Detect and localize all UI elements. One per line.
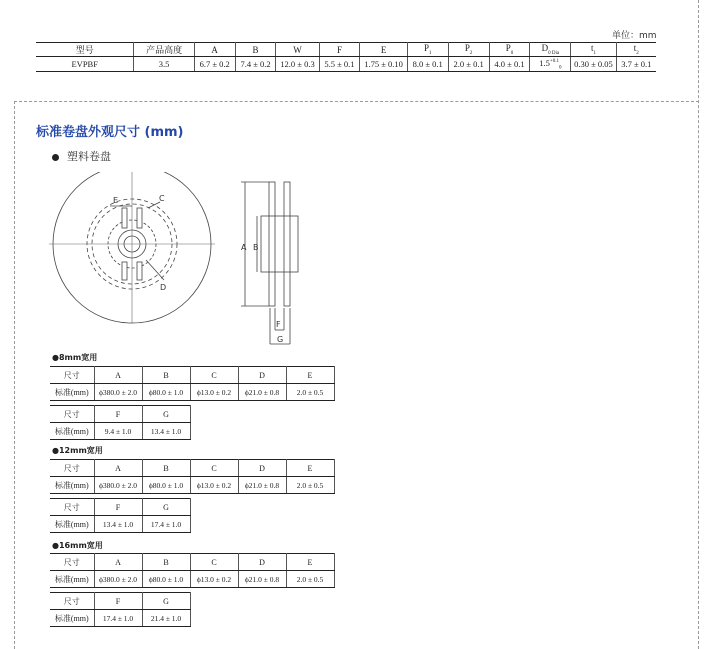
value-g: 21.4 ± 1.0 xyxy=(142,610,190,627)
table-header-row xyxy=(50,406,190,423)
spec-header-f: F xyxy=(319,43,360,57)
label-b: B xyxy=(253,243,259,252)
reel-side-view xyxy=(241,182,298,344)
value-e: 2.0 ± 0.5 xyxy=(286,477,334,494)
spec-header-p1: $P_1$ xyxy=(407,43,448,57)
unit-label: 单位：mm xyxy=(612,31,657,41)
spec-cell-e: 1.75 ± 0.10 xyxy=(360,57,407,72)
header-g: G xyxy=(142,499,190,516)
value-c: ϕ13.0 ± 0.2 xyxy=(190,477,238,494)
section-heading: 标准卷盘外观尺寸 (mm) xyxy=(36,125,184,140)
group-8mm-title: ●8mm宽用 xyxy=(52,353,98,362)
table-row xyxy=(50,571,334,588)
table-row xyxy=(50,477,334,494)
header-a: A xyxy=(94,460,142,477)
value-f: 13.4 ± 1.0 xyxy=(94,516,142,533)
row-label: 标准(mm) xyxy=(50,516,94,533)
group-8mm-table-2 xyxy=(50,405,191,440)
spec-cell-b: 7.4 ± 0.2 xyxy=(235,57,276,72)
value-g: 13.4 ± 1.0 xyxy=(142,423,190,440)
header-b: B xyxy=(142,554,190,571)
header-e: E xyxy=(286,460,334,477)
spec-header-t1: $t_1$ xyxy=(571,43,616,57)
label-c: C xyxy=(159,194,165,203)
spec-header-height: 产品高度 xyxy=(134,43,194,57)
value-b: ϕ80.0 ± 1.0 xyxy=(142,571,190,588)
header-size: 尺寸 xyxy=(50,367,94,384)
section-border-left xyxy=(14,101,15,649)
spec-cell-p1: 8.0 ± 0.1 xyxy=(407,57,448,72)
header-c: C xyxy=(190,367,238,384)
page-border-right xyxy=(698,0,699,649)
table-header-row xyxy=(50,499,190,516)
header-size: 尺寸 xyxy=(50,406,94,423)
header-f: F xyxy=(94,499,142,516)
reel-type-label: 塑料卷盘 xyxy=(52,148,111,164)
spec-header-t2: $t_2$ xyxy=(616,43,656,57)
header-size: 尺寸 xyxy=(50,593,94,610)
spec-header-e: E xyxy=(360,43,407,57)
spec-cell-p0: 4.0 ± 0.1 xyxy=(489,57,530,72)
table-header-row xyxy=(50,554,334,571)
table-header-row xyxy=(50,367,334,384)
value-f: 9.4 ± 1.0 xyxy=(94,423,142,440)
header-c: C xyxy=(190,554,238,571)
row-label: 标准(mm) xyxy=(50,423,94,440)
row-label: 标准(mm) xyxy=(50,610,94,627)
row-label: 标准(mm) xyxy=(50,384,94,401)
spec-cell-a: 6.7 ± 0.2 xyxy=(194,57,235,72)
row-label: 标准(mm) xyxy=(50,571,94,588)
value-d: ϕ21.0 ± 0.8 xyxy=(238,384,286,401)
spec-header-d0: $D_{0 Dia}$ xyxy=(530,43,571,57)
row-label: 标准(mm) xyxy=(50,477,94,494)
header-size: 尺寸 xyxy=(50,499,94,516)
spec-data-row xyxy=(36,57,656,72)
spec-cell-height: 3.5 xyxy=(134,57,194,72)
group-12mm-table-1 xyxy=(50,459,335,494)
table-header-row xyxy=(50,460,334,477)
header-a: A xyxy=(94,367,142,384)
spec-cell-model: EVPBF xyxy=(36,57,134,72)
header-g: G xyxy=(142,593,190,610)
label-e: E xyxy=(113,196,119,205)
table-row xyxy=(50,384,334,401)
reel-front-view xyxy=(49,172,215,323)
header-f: F xyxy=(94,593,142,610)
value-e: 2.0 ± 0.5 xyxy=(286,571,334,588)
spec-header-p2: $P_2$ xyxy=(448,43,489,57)
value-d: ϕ21.0 ± 0.8 xyxy=(238,477,286,494)
spec-cell-w: 12.0 ± 0.3 xyxy=(276,57,319,72)
group-8mm-table-1 xyxy=(50,366,335,401)
label-a: A xyxy=(241,243,247,252)
header-b: B xyxy=(142,367,190,384)
bullet-icon xyxy=(52,154,59,161)
value-f: 17.4 ± 1.0 xyxy=(94,610,142,627)
spec-cell-t2: 3.7 ± 0.1 xyxy=(616,57,656,72)
value-c: ϕ13.0 ± 0.2 xyxy=(190,571,238,588)
label-d: D xyxy=(160,283,167,292)
group-12mm-title: ●12mm宽用 xyxy=(52,446,103,455)
header-size: 尺寸 xyxy=(50,460,94,477)
value-b: ϕ80.0 ± 1.0 xyxy=(142,477,190,494)
group-12mm-table-2 xyxy=(50,498,191,533)
table-row xyxy=(50,423,190,440)
label-g: G xyxy=(277,335,284,344)
table-row xyxy=(50,516,190,533)
group-16mm-table-2 xyxy=(50,592,191,627)
header-d: D xyxy=(238,367,286,384)
value-b: ϕ80.0 ± 1.0 xyxy=(142,384,190,401)
value-a: ϕ380.0 ± 2.0 xyxy=(94,477,142,494)
spec-header-b: B xyxy=(235,43,276,57)
group-16mm-title: ●16mm宽用 xyxy=(52,541,103,550)
spec-cell-d0: $1.5^{+0.1}_0$ xyxy=(530,57,571,72)
spec-table xyxy=(36,42,656,72)
header-b: B xyxy=(142,460,190,477)
spec-header-w: W xyxy=(276,43,319,57)
spec-header-row xyxy=(36,43,656,57)
header-e: E xyxy=(286,554,334,571)
spec-header-a: A xyxy=(194,43,235,57)
header-g: G xyxy=(142,406,190,423)
value-c: ϕ13.0 ± 0.2 xyxy=(190,384,238,401)
value-a: ϕ380.0 ± 2.0 xyxy=(94,384,142,401)
table-row xyxy=(50,610,190,627)
header-f: F xyxy=(94,406,142,423)
header-size: 尺寸 xyxy=(50,554,94,571)
group-16mm-table-1 xyxy=(50,553,335,588)
header-d: D xyxy=(238,554,286,571)
value-e: 2.0 ± 0.5 xyxy=(286,384,334,401)
value-d: ϕ21.0 ± 0.8 xyxy=(238,571,286,588)
spec-header-p0: $P_0$ xyxy=(489,43,530,57)
spec-cell-f: 5.5 ± 0.1 xyxy=(319,57,360,72)
label-f: F xyxy=(276,320,281,329)
spec-header-model: 型号 xyxy=(36,43,134,57)
spec-cell-p2: 2.0 ± 0.1 xyxy=(448,57,489,72)
value-a: ϕ380.0 ± 2.0 xyxy=(94,571,142,588)
header-a: A xyxy=(94,554,142,571)
value-g: 17.4 ± 1.0 xyxy=(142,516,190,533)
spec-cell-t1: 0.30 ± 0.05 xyxy=(571,57,616,72)
header-d: D xyxy=(238,460,286,477)
header-e: E xyxy=(286,367,334,384)
section-divider xyxy=(14,101,699,102)
table-header-row xyxy=(50,593,190,610)
reel-drawing xyxy=(48,172,308,350)
header-c: C xyxy=(190,460,238,477)
